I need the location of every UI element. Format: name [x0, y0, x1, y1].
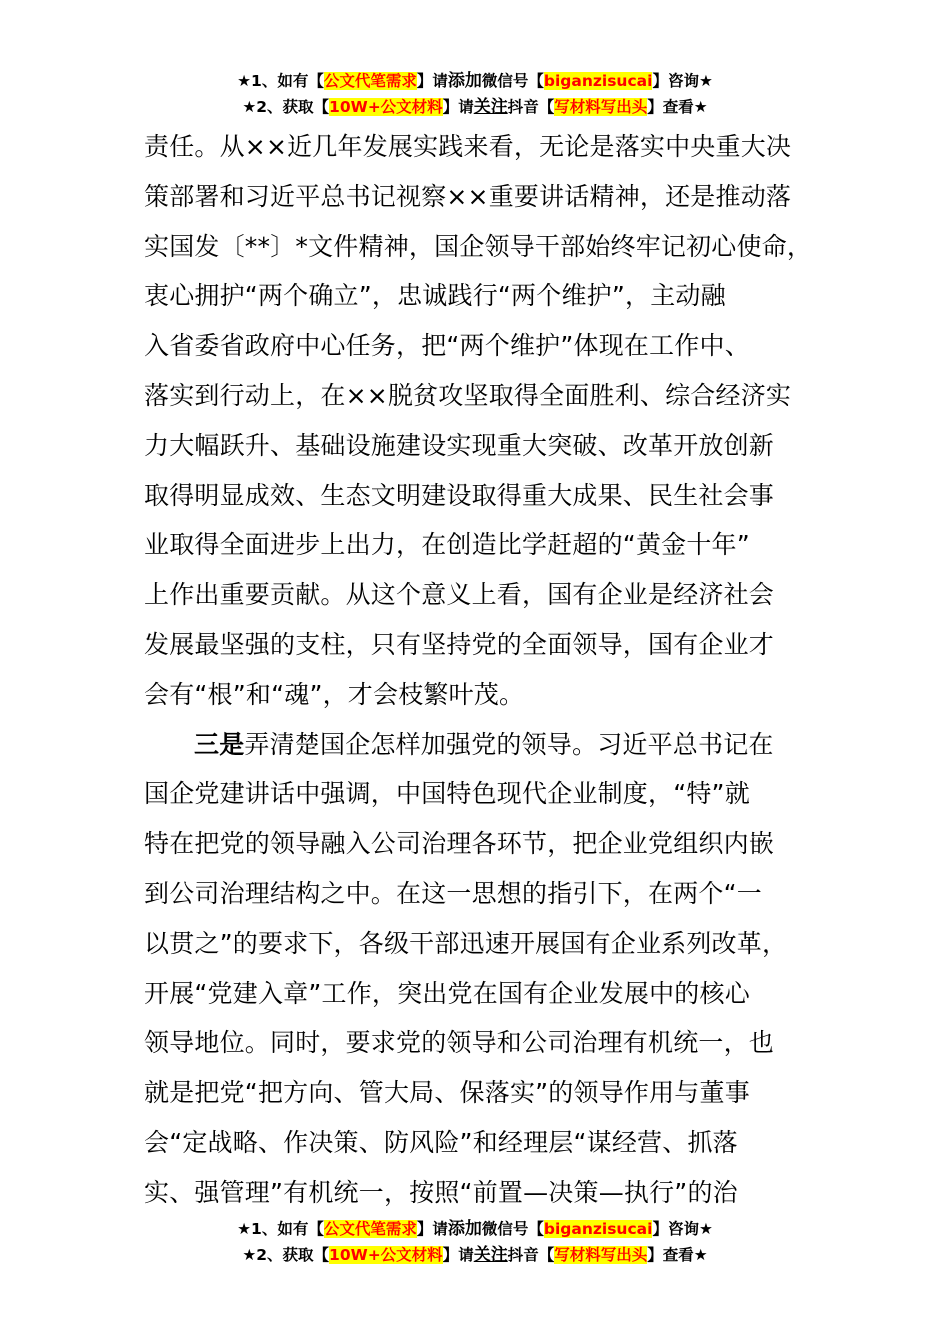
banner-emphasis: 添加 [447, 71, 482, 91]
banner-text: 抖音【 [507, 98, 555, 116]
banner-text: ★2、获取【 [242, 1246, 330, 1264]
banner-text: 】查看★ [647, 1246, 708, 1264]
text-line: 力大幅跃升、基础设施建设实现重大突破、改革开放创新 [144, 430, 775, 460]
banner-highlight: 公文代笔需求 [323, 72, 417, 90]
banner-text: 微信号【 [481, 72, 544, 90]
text-line: 国企党建讲话中强调，中国特色现代企业制度，“特”就 [144, 779, 750, 809]
banner-highlight: 10W+公文材料 [329, 98, 443, 116]
text-line: 衷心拥护“两个确立”，忠诚践行“两个维护”，主动融 [144, 281, 726, 311]
paragraph-lead: 三是 [194, 729, 245, 759]
text-line: 落实到行动上，在××脱贫攻坚取得全面胜利、综合经济实 [144, 380, 792, 410]
wechat-id: biganzisucai [543, 72, 653, 90]
banner-text: ★1、如有【 [237, 72, 324, 90]
text-line: 开展“党建入章”工作，突出党在国有企业发展中的核心 [144, 978, 750, 1008]
banner-text: 抖音【 [507, 1246, 555, 1264]
banner-text: 】请 [442, 1246, 474, 1264]
banner-line-2 [0, 94, 950, 120]
banner-text: 】请 [442, 98, 474, 116]
banner-emphasis: 添加 [447, 1219, 482, 1239]
text-line: 取得明显成效、生态文明建设取得重大成果、民生社会事 [144, 480, 775, 510]
banner-text: ★1、如有【 [237, 1220, 324, 1238]
text-line: 责任。从××近几年发展实践来看，无论是落实中央重大决 [144, 132, 792, 161]
douyin-account: 写材料写出头 [554, 98, 648, 116]
banner-text: 】咨询★ [652, 72, 713, 90]
text-line: 领导地位。同时，要求党的领导和公司治理有机统一，也 [144, 1028, 775, 1058]
banner-line-1 [0, 68, 950, 94]
text-line: 以贯之”的要求下，各级干部迅速开展国有企业系列改革， [144, 928, 788, 958]
text-line: 到公司治理结构之中。在这一思想的指引下，在两个“一 [144, 878, 762, 908]
banner-text: 】请 [416, 1220, 448, 1238]
text-line: 会有“根”和“魂”，才会枝繁叶茂。 [144, 679, 525, 709]
text-line: 弄清楚国企怎样加强党的领导。习近平总书记在 [244, 729, 774, 759]
header-banner [0, 68, 950, 120]
text-line: 特在把党的领导融入公司治理各环节，把企业党组织内嵌 [144, 829, 775, 859]
text-line: 上作出重要贡献。从这个意义上看，国有企业是经济社会 [144, 580, 775, 610]
banner-emphasis: 关注 [473, 1245, 508, 1265]
text-line: 策部署和习近平总书记视察××重要讲话精神，还是推动落 [144, 181, 792, 211]
paragraph-start [144, 720, 824, 770]
wechat-id: biganzisucai [543, 1220, 653, 1238]
document-body [144, 122, 824, 1218]
text-line: 实国发〔**〕*文件精神，国企领导干部始终牢记初心使命， [144, 231, 813, 261]
douyin-account: 写材料写出头 [554, 1246, 648, 1264]
banner-text: 】查看★ [647, 98, 708, 116]
text-line: 实、强管理”有机统一，按照“前置—决策—执行”的治 [144, 1177, 738, 1207]
text-line: 会“定战略、作决策、防风险”和经理层“谋经营、抓落 [144, 1127, 738, 1157]
banner-text: 】请 [416, 72, 448, 90]
banner-highlight: 10W+公文材料 [329, 1246, 443, 1264]
text-line: 入省委省政府中心任务，把“两个维护”体现在工作中、 [144, 331, 750, 361]
banner-text: 】咨询★ [652, 1220, 713, 1238]
footer-banner [0, 1216, 950, 1268]
banner-text: 微信号【 [481, 1220, 544, 1238]
banner-line-2 [0, 1242, 950, 1268]
text-line: 就是把党“把方向、管大局、保落实”的领导作用与董事 [144, 1078, 750, 1108]
banner-line-1 [0, 1216, 950, 1242]
banner-emphasis: 关注 [473, 97, 508, 117]
text-line: 业取得全面进步上出力，在创造比学赶超的“黄金十年” [144, 530, 750, 560]
text-line: 发展最坚强的支柱，只有坚持党的全面领导，国有企业才 [144, 629, 775, 659]
banner-text: ★2、获取【 [242, 98, 330, 116]
banner-highlight: 公文代笔需求 [323, 1220, 417, 1238]
